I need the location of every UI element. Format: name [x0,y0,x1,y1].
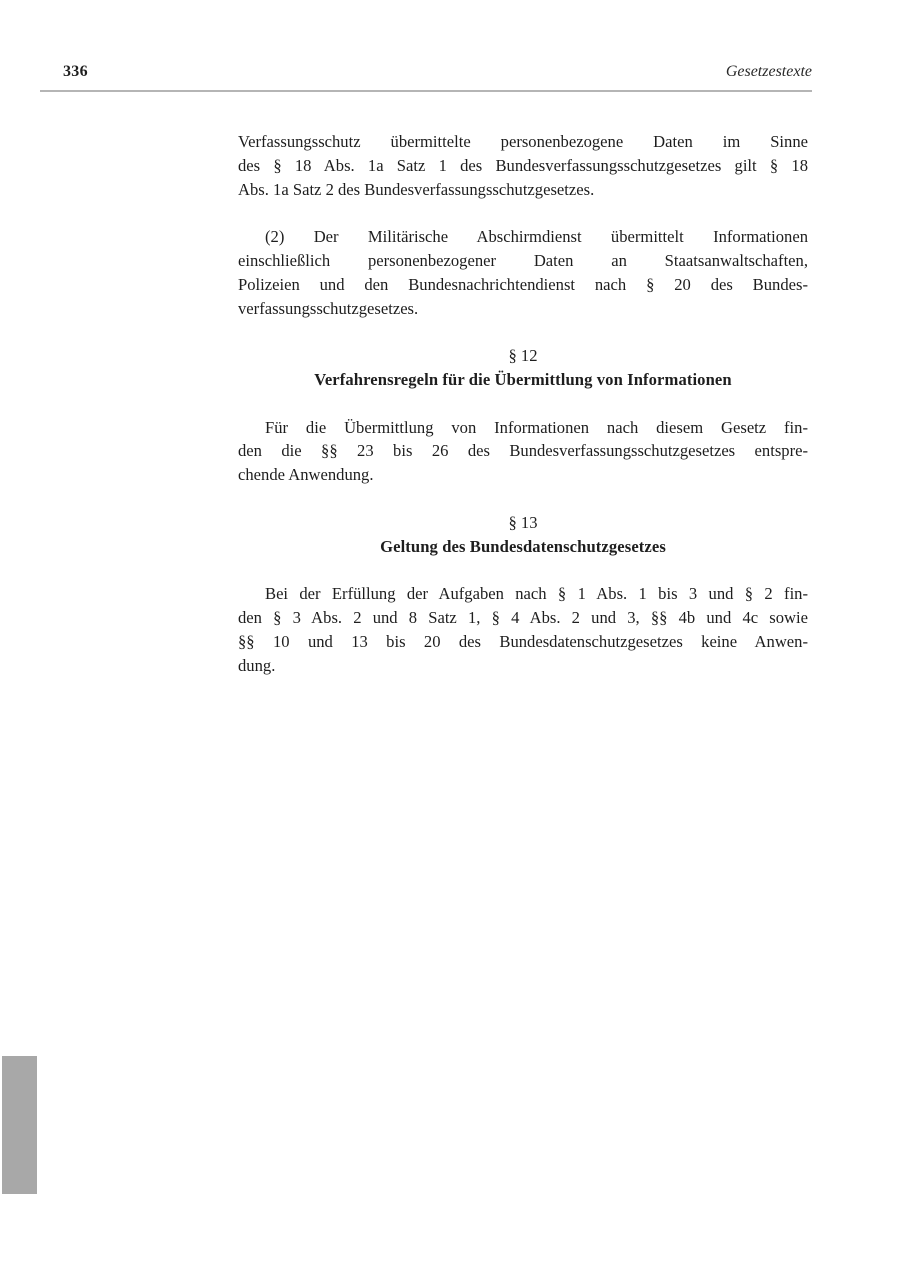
text-line: Für die Übermittlung von Informationen nach diesem Gesetz fin- [265,417,808,437]
text-line: den die §§ 23 bis 26 des Bundesverfassungsschutzgesetzes entspre- [238,441,808,461]
text-line: verfassungsschutzgesetzes. [238,298,419,318]
text-line: Polizeien und den Bundesnachrichtendienst nach § 20 des Bundes- [238,274,808,294]
section-heading [238,511,808,559]
section-number: § 12 [508,346,538,366]
text-line: dung. [238,655,276,675]
paragraph [238,416,808,487]
section-title: Geltung des Bundesdatenschutzgesetzes [380,536,666,556]
thumb-index-mark [2,1056,37,1194]
header-rule [40,90,812,92]
text-line: Abs. 1a Satz 2 des Bundesverfassungsschutzgesetzes. [238,179,595,199]
text-line: einschließlich personenbezogener Daten an Staatsanwaltschaften, [238,250,808,270]
text-line: (2) Der Militärische Abschirmdienst übermittelt Informationen [265,227,808,247]
paragraph [238,582,808,677]
text-line: chende Anwendung. [238,465,374,485]
text-line: den § 3 Abs. 2 und 8 Satz 1, § 4 Abs. 2 und 3, §§ 4b und 4c sowie [238,607,808,627]
paragraph [238,130,808,201]
page-header [40,62,812,82]
section-number: § 13 [508,512,538,532]
text-line: §§ 10 und 13 bis 20 des Bundesdatenschutzgesetzes keine Anwen- [238,631,808,651]
text-line: des § 18 Abs. 1a Satz 1 des Bundesverfassungsschutzgesetzes gilt § 18 [238,155,808,175]
running-header-title: Gesetzestexte [725,63,812,80]
section-title: Verfahrensregeln für die Übermittlung von Informationen [314,369,732,389]
document-body [238,130,808,701]
page-number: 336 [63,63,88,80]
text-line: Bei der Erfüllung der Aufgaben nach § 1 Abs. 1 bis 3 und § 2 fin- [265,584,808,604]
section-heading [238,344,808,392]
paragraph [238,225,808,320]
text-line: Verfassungsschutz übermittelte personenbezogene Daten im Sinne [238,132,808,151]
